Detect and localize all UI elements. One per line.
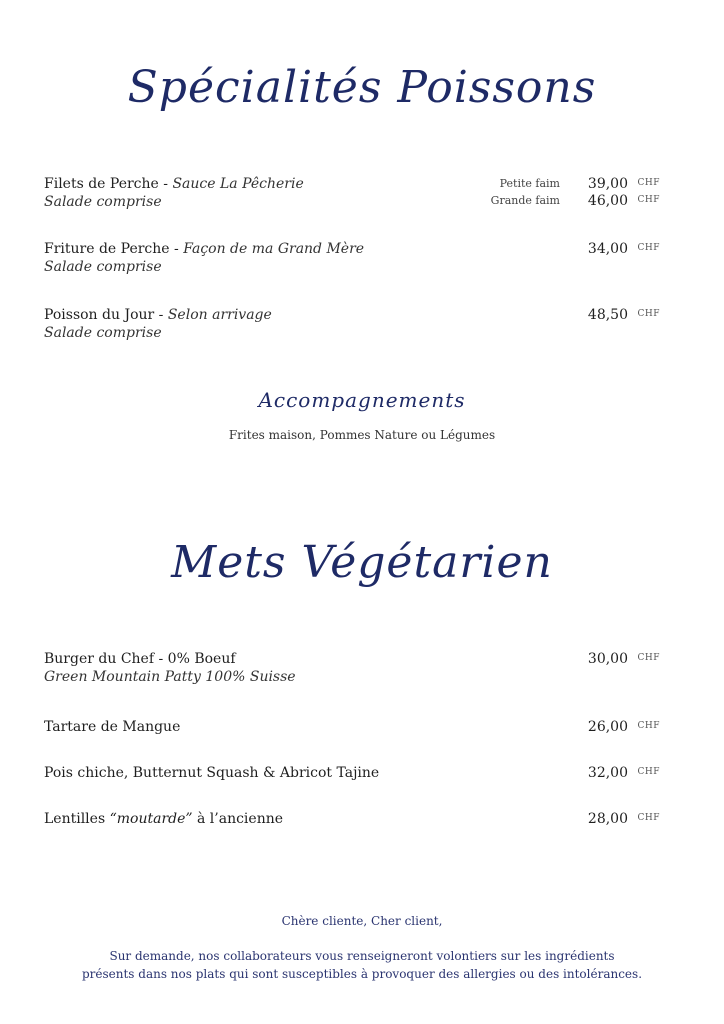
portion-size: Petite faim bbox=[499, 177, 560, 190]
price-line bbox=[44, 719, 680, 737]
price-line bbox=[44, 651, 680, 669]
currency: CHF bbox=[637, 195, 660, 205]
item-subtitle: Selon arrivage bbox=[167, 307, 272, 323]
item-price: 34,00 bbox=[587, 241, 628, 257]
item-name-italic: “moutarde” bbox=[109, 811, 193, 827]
item-description: Salade comprise bbox=[44, 194, 162, 210]
item-name-line: Burger du Chef - 0% Boeuf bbox=[44, 651, 236, 667]
item-description: Salade comprise bbox=[44, 325, 162, 341]
item-name: Burger du Chef bbox=[44, 651, 155, 667]
sides-text: Frites maison, Pommes Nature ou Légumes bbox=[228, 428, 496, 442]
menu-item-filets-de-perche bbox=[44, 176, 680, 216]
item-name-line: Friture de Perche - Façon de ma Grand Mère bbox=[44, 241, 365, 257]
item-name-line: Poisson du Jour - Selon arrivage bbox=[44, 307, 272, 323]
menu-item-pois-chiche-tajine bbox=[44, 765, 680, 805]
sides-title: Accompagnements bbox=[258, 388, 466, 412]
currency: CHF bbox=[637, 178, 660, 188]
item-price: 32,00 bbox=[587, 765, 628, 781]
item-description: Green Mountain Patty 100% Suisse bbox=[44, 669, 296, 685]
footer-greeting: Chère cliente, Cher client, bbox=[281, 914, 443, 928]
menu-item-lentilles bbox=[44, 811, 680, 851]
item-subtitle: 0% Boeuf bbox=[167, 651, 236, 667]
item-subtitle: Sauce La Pêcherie bbox=[172, 176, 304, 192]
item-subtitle: Façon de ma Grand Mère bbox=[183, 241, 365, 257]
price-line-small bbox=[44, 176, 680, 194]
portion-size: Grande faim bbox=[490, 194, 560, 207]
currency: CHF bbox=[637, 309, 660, 319]
item-name: Tartare de Mangue bbox=[44, 719, 181, 735]
price-line-large bbox=[44, 193, 680, 211]
item-name: Friture de Perche bbox=[44, 241, 170, 257]
price-line bbox=[44, 307, 680, 325]
price-line bbox=[44, 241, 680, 259]
item-description: Salade comprise bbox=[44, 259, 162, 275]
menu-item-tartare-de-mangue bbox=[44, 719, 680, 759]
currency: CHF bbox=[637, 813, 660, 823]
item-name: Poisson du Jour bbox=[44, 307, 155, 323]
footer-line-2: présents dans nos plats qui sont susceptibles à provoquer des allergies ou des intolérances. bbox=[81, 967, 643, 981]
item-name-line: Filets de Perche - Sauce La Pêcherie bbox=[44, 176, 304, 192]
price-line bbox=[44, 811, 680, 829]
item-name: Lentilles bbox=[44, 811, 106, 827]
currency: CHF bbox=[637, 653, 660, 663]
item-name: Pois chiche, Butternut Squash & Abricot Tajine bbox=[44, 765, 380, 781]
item-price: 26,00 bbox=[587, 719, 628, 735]
item-price: 28,00 bbox=[587, 811, 628, 827]
currency: CHF bbox=[637, 243, 660, 253]
item-name-suffix: à l’ancienne bbox=[197, 811, 284, 827]
menu-item-friture-de-perche bbox=[44, 241, 680, 281]
currency: CHF bbox=[637, 721, 660, 731]
menu-item-poisson-du-jour bbox=[44, 307, 680, 347]
item-price: 46,00 bbox=[587, 193, 628, 209]
footer-line-1: Sur demande, nos collaborateurs vous renseigneront volontiers sur les ingrédients bbox=[109, 949, 615, 963]
item-price: 39,00 bbox=[587, 176, 628, 192]
fish-section-title: Spécialités Poissons bbox=[127, 62, 597, 113]
veg-section-title: Mets Végétarien bbox=[171, 537, 553, 588]
item-price: 48,50 bbox=[587, 307, 628, 323]
currency: CHF bbox=[637, 767, 660, 777]
price-line bbox=[44, 765, 680, 783]
menu-item-burger-du-chef bbox=[44, 651, 680, 691]
item-name: Filets de Perche bbox=[44, 176, 159, 192]
item-price: 30,00 bbox=[587, 651, 628, 667]
